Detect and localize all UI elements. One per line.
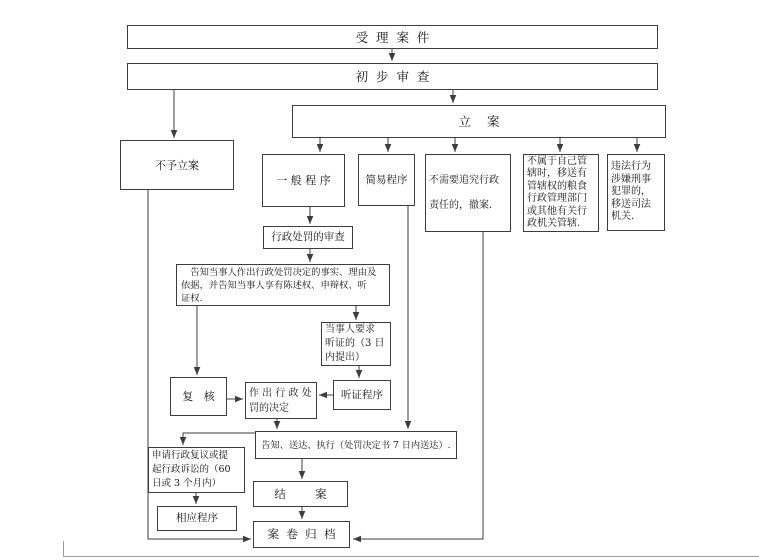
arrowhead-icon (274, 421, 281, 429)
arrowhead-icon (557, 144, 564, 152)
flow-node-label: 行政处罚的审查 (271, 231, 345, 243)
flow-node-summary-procedure (358, 154, 415, 206)
arrowhead-icon (307, 254, 314, 262)
flow-node-reconsideration-litigation (148, 447, 245, 493)
arrowhead-icon (385, 144, 392, 152)
flow-node-dismiss-case (425, 154, 511, 232)
arrowhead-icon (317, 144, 324, 152)
flow-node-label: 听证程序 (341, 388, 383, 401)
flow-node-penalty-review (263, 226, 353, 249)
arrowhead-icon (299, 511, 306, 519)
flow-node-recheck (170, 377, 227, 416)
flow-node-hearing-request (321, 322, 391, 366)
flow-node-close-case (253, 481, 348, 507)
arrowhead-icon (193, 496, 200, 504)
flow-node-label: 申请行政复议或提 起行政诉讼的（60 日或 3 个月内） (152, 450, 231, 489)
flow-node-label: 告知、送达、执行（处罚决定书 7 日内送达）. (261, 439, 451, 451)
flow-node-label: 简易程序 (365, 173, 408, 186)
flow-node-general-procedure (262, 154, 345, 207)
arrowhead-icon (389, 53, 396, 61)
flow-node-label: 结 案 (274, 486, 327, 501)
flow-node-penalty-decision (245, 382, 317, 419)
arrowhead-icon (180, 437, 187, 445)
flow-node-label: 一 般 程 序 (276, 174, 331, 187)
flow-node-label: 不需要追究行政 责任的，撤案. (429, 175, 499, 211)
flow-node-label: 当事人要求 听证的（3 日 内提出） (325, 324, 385, 363)
flow-node-label: 相应程序 (176, 512, 218, 524)
arrowhead-icon (307, 216, 314, 224)
arrowhead-icon (353, 312, 360, 320)
table-cell-border-left-stub (63, 541, 64, 557)
table-cell-border-bottom (63, 556, 759, 557)
flow-node-notify-deliver-execute (255, 431, 457, 459)
arrowhead-icon (319, 392, 327, 399)
flow-node-label: 违法行为 涉嫌刑事 犯罪的， 移送司法 机关. (611, 161, 651, 223)
flow-node-no-filing (120, 140, 234, 190)
flow-node-transfer-admin (523, 154, 599, 232)
arrowhead-icon (299, 471, 306, 479)
arrowhead-icon (243, 536, 251, 543)
flow-node-corresponding-procedure (157, 506, 237, 531)
flow-node-label: 不属于自己管 辖时，移送有 管辖权的粮食 行政管理部门 或其他有关行 政机关管辖. (527, 155, 587, 229)
arrowhead-icon (450, 95, 457, 103)
flow-node-label: 案 卷 归 档 (267, 527, 336, 541)
flow-node-label: 作 出 行 政 处 罚的决定 (249, 387, 312, 414)
flow-edge-notify-deliver-execute-to-reconsideration-litigation (183, 433, 255, 445)
flow-node-label: 受 理 案 件 (355, 29, 430, 45)
flow-node-hearing-procedure (333, 380, 391, 410)
flow-node-label: 复 核 (182, 390, 215, 403)
arrowhead-icon (235, 396, 243, 403)
flow-node-archive-file (253, 521, 350, 548)
arrowhead-icon (353, 536, 361, 543)
arrowhead-icon (194, 367, 201, 375)
flow-node-preliminary-review (127, 63, 658, 90)
arrowhead-icon (405, 421, 412, 429)
flow-node-inform-party (176, 264, 390, 306)
flow-node-filing (292, 105, 666, 138)
flow-node-label: 不予立案 (155, 158, 199, 172)
arrowhead-icon (171, 130, 178, 138)
flow-node-label: 立 案 (458, 114, 500, 129)
flow-node-transfer-judicial (607, 154, 665, 231)
arrowhead-icon (356, 370, 363, 378)
flow-node-label: 初 步 审 查 (355, 69, 430, 84)
arrowhead-icon (634, 144, 641, 152)
flow-node-accept-case (127, 25, 658, 49)
flow-node-label: 告知当事人作出行政处罚决定的事实、理由及 依据，并告知当事人享有陈述权、申辩权、听 证权. (181, 266, 377, 304)
arrowhead-icon (452, 144, 459, 152)
